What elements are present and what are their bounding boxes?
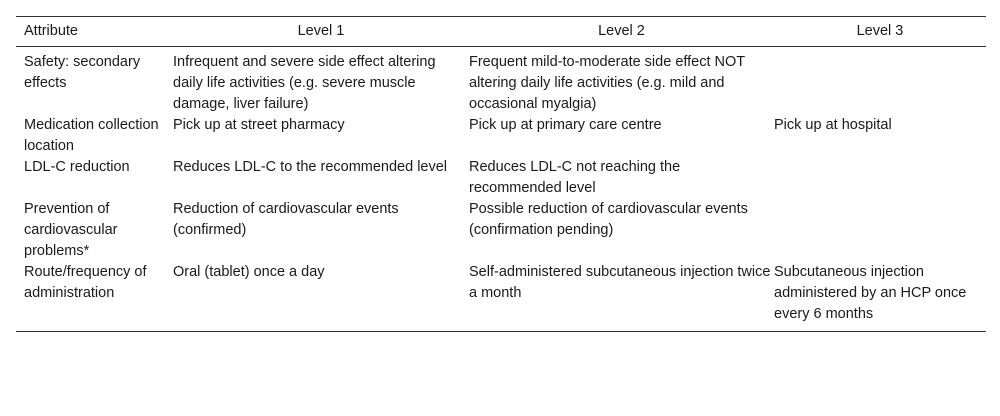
row-level-1: Reduction of cardiovascular events (confirmed)	[173, 201, 399, 238]
row-level-1: Oral (tablet) once a day	[173, 264, 325, 280]
row-level-2: Pick up at primary care centre	[469, 117, 662, 133]
header-attribute: Attribute	[24, 23, 78, 39]
row-attribute: Medication collection location	[24, 117, 159, 154]
row-attribute: Route/frequency of administration	[24, 264, 147, 301]
row-level-3	[774, 157, 986, 199]
row-level-2: Frequent mild-to-moderate side effect NOT altering daily life activities (e.g. mild and occasional myalgia)	[469, 54, 745, 112]
row-level-1: Reduces LDL-C to the recommended level	[173, 159, 448, 175]
attributes-levels-table	[16, 16, 986, 332]
row-level-2: Possible reduction of cardiovascular events (confirmation pending)	[469, 201, 748, 238]
header-level-1: Level 1	[297, 23, 345, 39]
attributes-table-container	[16, 16, 986, 332]
table-row	[16, 262, 986, 332]
header-row	[16, 17, 986, 47]
table-row	[16, 157, 986, 199]
row-level-3: Subcutaneous injection administered by an HCP once every 6 months	[774, 264, 967, 322]
row-level-3: Pick up at hospital	[774, 117, 892, 133]
row-level-1: Pick up at street pharmacy	[173, 117, 345, 133]
table-row	[16, 47, 986, 116]
row-level-2: Self-administered subcutaneous injection twice a month	[469, 264, 771, 301]
table-row	[16, 115, 986, 157]
table-row	[16, 199, 986, 262]
row-level-3	[774, 199, 986, 262]
row-attribute: Prevention of cardiovascular problems*	[24, 201, 118, 259]
row-attribute: LDL-C reduction	[24, 159, 130, 175]
header-level-2: Level 2	[598, 23, 645, 39]
row-level-1: Infrequent and severe side effect altering daily life activities (e.g. severe muscle damage, liver failure)	[173, 54, 436, 112]
table-body	[16, 47, 986, 332]
row-level-3	[774, 47, 986, 116]
table-header	[16, 17, 986, 47]
row-level-2: Reduces LDL-C not reaching the recommended level	[469, 159, 681, 196]
header-level-3: Level 3	[856, 23, 904, 39]
row-attribute: Safety: secondary effects	[24, 54, 141, 91]
